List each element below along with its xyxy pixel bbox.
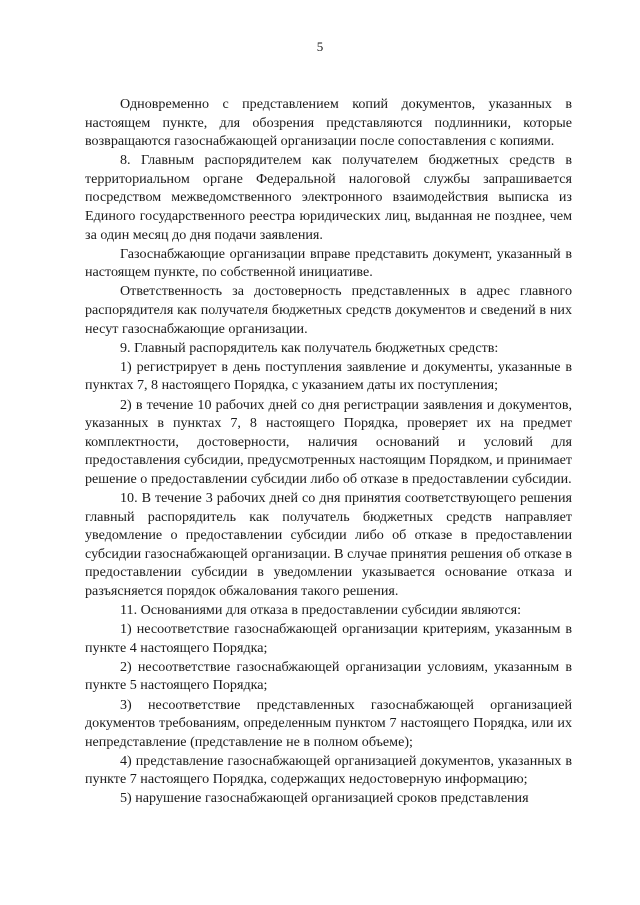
paragraph-11: 11. Основаниями для отказа в предоставлении субсидии являются: (120, 602, 522, 619)
paragraph-responsibility: Ответственность за достоверность представленных в адрес главного распорядителя как получателя бюджетных средств документов и сведений в них несут газоснабжающие организации. (85, 283, 572, 337)
document-body (85, 95, 572, 809)
paragraph-9: 9. Главный распорядитель как получатель бюджетных средств: (120, 339, 499, 356)
paragraph-11-item-5: 5) нарушение газоснабжающей организацией сроков представления (120, 790, 529, 807)
paragraph-10: 10. В течение 3 рабочих дней со дня принятия соответствующего решения главный распорядитель как получатель бюджетных средств направляет уведомление о предоставлении субсидии либо об отказе в предоставлении субсидии газоснабжающей организации. В случае принятия решения об отказе в предоставлении субсидии в уведомлении указывается основание отказа и разъясняется порядок обжалования такого решения. (85, 489, 572, 599)
paragraph-copies-originals: Одновременно с представлением копий документов, указанных в настоящем пункте, для обозрения представляются подлинники, которые возвращаются газоснабжающей организации после сопоставления с копиями. (85, 96, 572, 150)
paragraph-8: 8. Главным распорядителем как получателем бюджетных средств в территориальном органе Федеральной налоговой службы запрашивается посредством межведомственного электронного взаимодействия выписка из Единого государственного реестра юридических лиц, выданная не позднее, чем за один месяц до дня подачи заявления. (85, 152, 572, 243)
paragraph-9-item-2: 2) в течение 10 рабочих дней со дня регистрации заявления и документов, указанных в пунктах 7, 8 настоящего Порядка, проверяет их на предмет комплектности, достоверности, наличия оснований и условий для предоставления субсидии, предусмотренных настоящим Порядком, и принимает решение о предоставлении субсидии либо об отказе в предоставлении субсидии. (85, 396, 572, 487)
paragraph-11-item-2: 2) несоответствие газоснабжающей организации условиям, указанным в пункте 5 настоящего Порядка; (85, 658, 572, 694)
paragraph-own-initiative: Газоснабжающие организации вправе представить документ, указанный в настоящем пункте, по собственной инициативе. (85, 245, 572, 281)
paragraph-9-item-1: 1) регистрирует в день поступления заявление и документы, указанные в пунктах 7, 8 настоящего Порядка, с указанием даты их поступления; (85, 358, 572, 394)
paragraph-11-item-3: 3) несоответствие представленных газоснабжающей организацией документов требованиям, определенным пунктом 7 настоящего Порядка, или их непредставление (представление не в полном объеме); (85, 696, 572, 750)
page-number: 5 (316, 39, 324, 54)
paragraph-11-item-4: 4) представление газоснабжающей организацией документов, указанных в пункте 7 настоящего Порядка, содержащих недостоверную информацию; (85, 752, 572, 788)
paragraph-11-item-1: 1) несоответствие газоснабжающей организации критериям, указанным в пункте 4 настоящего Порядка; (85, 621, 572, 656)
